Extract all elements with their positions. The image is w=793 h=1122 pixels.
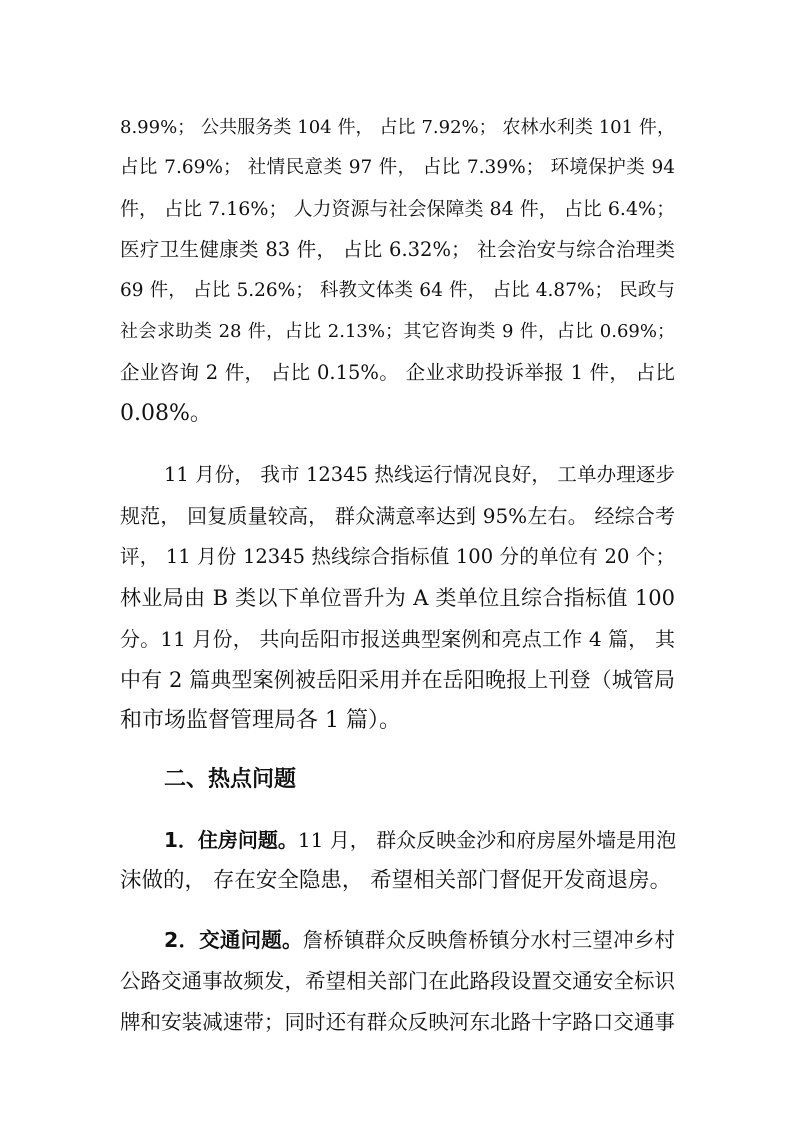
- paragraph-1-line-7: 企业咨询 2 件， 占比 0.15%。 企业求助投诉举报 1 件， 占比: [120, 361, 675, 384]
- paragraph-1-line-8: 0.08%。: [120, 401, 212, 426]
- paragraph-2-line-3: 评， 11 月份 12345 热线综合指标值 100 分的单位有 20 个；: [120, 545, 675, 568]
- issue-1-line-2: 沫做的， 存在安全隐患， 希望相关部门督促开发商退房。: [120, 868, 672, 893]
- paragraph-2-line-7: 和市场监督管理局各 1 篇）。: [120, 708, 401, 733]
- section-heading: 二、热点问题: [164, 767, 297, 792]
- paragraph-1-line-1: 8.99%； 公共服务类 104 件， 占比 7.92%； 农林水利类 101 件，: [120, 117, 675, 138]
- issue-1-line-1: [164, 820, 675, 860]
- issue-2-title: 交通问题。: [199, 928, 303, 952]
- issue-2-number: 2．: [164, 928, 200, 952]
- issue-1-title: 住房问题。: [197, 828, 298, 852]
- paragraph-2-line-4: 林业局由 B 类以下单位晋升为 A 类单位且综合指标值 100: [120, 586, 675, 610]
- paragraph-1-line-4: 医疗卫生健康类 83 件， 占比 6.32%； 社会治安与综合治理类: [120, 238, 675, 261]
- paragraph-2-line-1: 11 月份， 我市 12345 热线运行情况良好， 工单办理逐步: [164, 463, 675, 486]
- paragraph-2-line-5: 分。11 月份， 共向岳阳市报送典型案例和亮点工作 4 篇， 其: [120, 627, 675, 651]
- paragraph-2-line-6: 中有 2 篇典型案例被岳阳采用并在岳阳晚报上刊登（城管局: [120, 668, 675, 692]
- paragraph-1-line-2: 占比 7.69%； 社情民意类 97 件， 占比 7.39%； 环境保护类 94: [120, 157, 675, 178]
- paragraph-1-line-6: 社会求助类 28 件，占比 2.13%；其它咨询类 9 件，占比 0.69%；: [120, 321, 675, 342]
- paragraph-2-line-2: 规范， 回复质量较高， 群众满意率达到 95%左右。 经综合考: [120, 504, 675, 528]
- issue-1-number: 1．: [164, 828, 198, 852]
- paragraph-1-line-5: 69 件， 占比 5.26%； 科教文体类 64 件， 占比 4.87%； 民政与: [120, 280, 675, 301]
- paragraph-1-line-3: 件， 占比 7.16%； 人力资源与社会保障类 84 件， 占比 6.4%；: [120, 198, 676, 220]
- issue-2-line-2: 公路交通事故频发，希望相关部门在此路段设置交通安全标识: [120, 969, 675, 993]
- issue-2-text-1: 詹桥镇群众反映詹桥镇分水村三望冲乡村: [302, 928, 676, 952]
- issue-2-line-3: 牌和安装减速带；同时还有群众反映河东北路十字路口交通事: [120, 1010, 675, 1034]
- issue-2-line-1: [164, 920, 675, 960]
- issue-1-text-1: 11 月， 群众反映金沙和府房屋外墙是用泡: [297, 828, 677, 852]
